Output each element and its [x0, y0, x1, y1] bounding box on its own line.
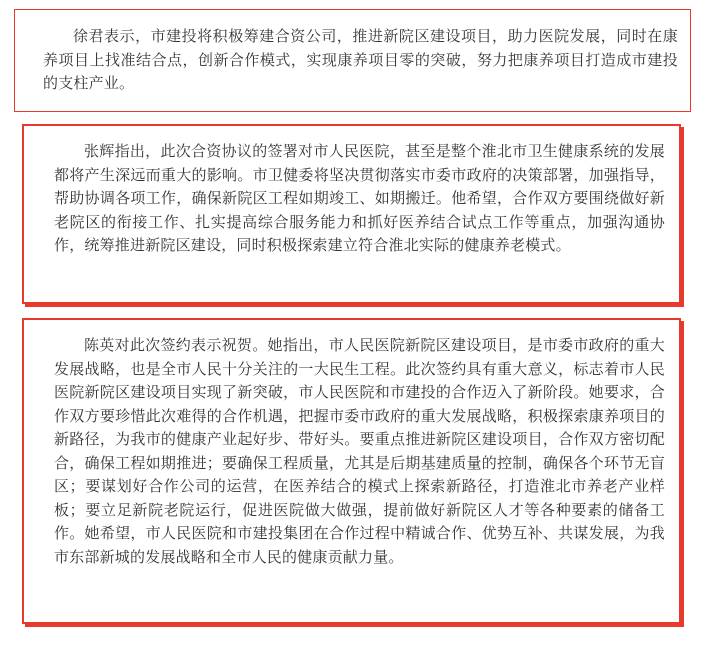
paragraph-zhanghui-statement: 张辉指出，此次合资协议的签署对市人民医院，甚至是整个淮北市卫生健康系统的发展都将产生深远而重大的影响。市卫健委将坚决贯彻落实市委市政府的决策部署，加强指导，帮助协调各项工作，确保新院区工程如期竣工、如期搬迁。他希望，合作双方要围绕做好新老院区的衔接工作、扎实提高综合服务能力和抓好医养结合试点工作等重点，加强沟通协作，统筹推进新院区建设，同时积极探索建立符合淮北实际的健康养老模式。 — [54, 142, 665, 254]
quote-box-zhanghui — [22, 124, 681, 304]
paragraph-chenying-statement: 陈英对此次签约表示祝贺。她指出，市人民医院新院区建设项目，是市委市政府的重大发展战略，也是全市人民十分关注的一大民生工程。此次签约具有重大意义，标志着市人民医院新院区建设项目实现了新突破，市人民医院和市建投的合作迈入了新阶段。她要求，合作双方要珍惜此次难得的合作机遇，把握市委市政府的重大发展战略，积极探索康养项目的新路径，为我市的健康产业起好步、带好头。要重点推进新院区建设项目，合作双方密切配合，确保工程如期推进；要确保工程质量，尤其是后期基建质量的控制，确保各个环节无盲区；要谋划好合作公司的运营，在医养结合的模式上探索新路径，打造淮北市养老产业样板；要立足新院老院运行，促进医院做大做强，提前做好新院区人才等各种要素的储备工作。她希望，市人民医院和市建投集团在合作过程中精诚合作、优势互补、共谋发展，为我市东部新城的发展战略和全市人民的健康贡献力量。 — [54, 336, 665, 566]
paragraph-xujun-statement: 徐君表示，市建投将积极筹建合资公司，推进新院区建设项目，助力医院发展，同时在康养项目上找准结合点，创新合作模式，实现康养项目零的突破，努力把康养项目打造成市建投的支柱产业。 — [43, 27, 678, 92]
quote-box-xujun — [14, 9, 691, 112]
quote-box-chenying — [22, 318, 681, 624]
